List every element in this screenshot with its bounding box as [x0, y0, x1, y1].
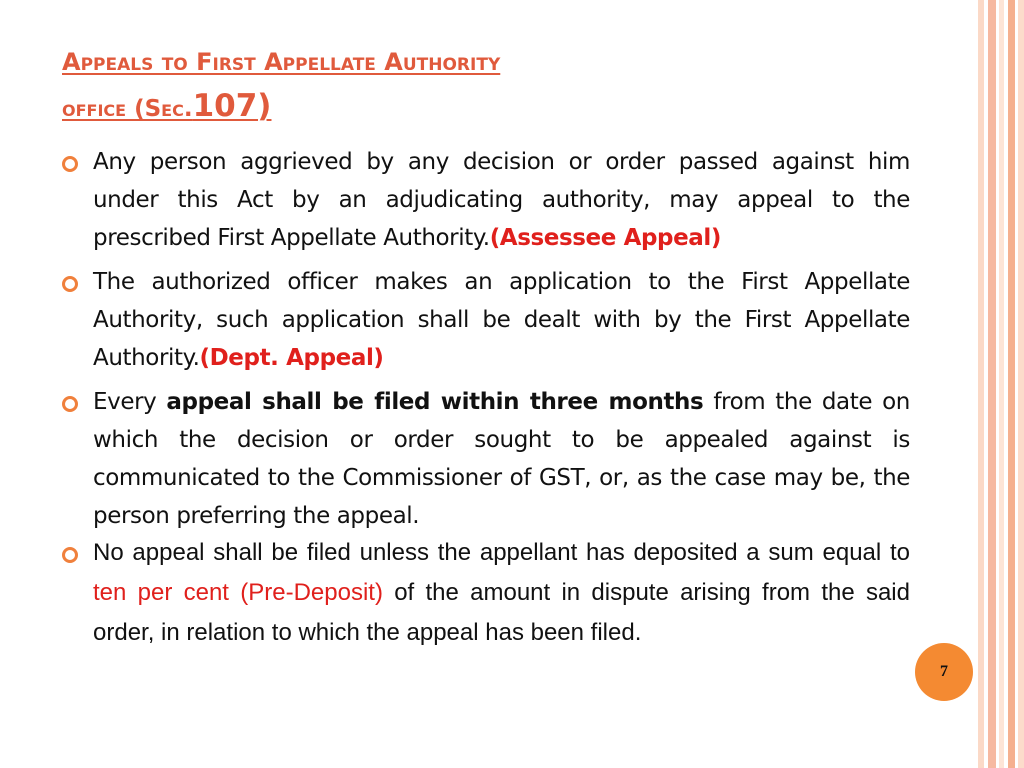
stripe — [1008, 0, 1015, 768]
bullet-text: Any person aggrieved by any decision or order passed against him under this Act by an adjudicating authority, may appeal to the prescribed First Appellate Authority. — [93, 149, 910, 251]
decorative-stripes — [978, 0, 1024, 768]
bullet-highlight: (Assessee Appeal) — [489, 225, 722, 251]
page-number: 7 — [940, 663, 948, 680]
bullet-text: of the amount in dispute arising from the said order, in relation to which the appeal has been filed. — [93, 579, 910, 646]
bullet-item — [62, 383, 910, 535]
title-line-2-text: office (Sec. — [62, 96, 193, 122]
bullet-circle-icon — [62, 156, 78, 172]
title-line-1: Appeals to First Appellate Authority — [62, 48, 501, 76]
title-line-2 — [62, 84, 922, 131]
stripe — [999, 0, 1004, 768]
bullet-bold-text: appeal shall be filed within three months — [166, 389, 704, 415]
stripe — [978, 0, 984, 768]
slide-title — [62, 40, 922, 131]
bullet-circle-icon — [62, 276, 78, 292]
bullet-highlight: ten per cent (Pre-Deposit) — [93, 579, 383, 606]
bullet-text: No appeal shall be filed unless the appellant has deposited a sum equal to — [93, 539, 910, 566]
bullet-highlight: (Dept. Appeal) — [199, 345, 384, 371]
bullet-text: The authorized officer makes an application to the First Appellate Authority, such application shall be dealt with by the First Appellate Authority. — [93, 269, 910, 371]
bullet-list — [62, 143, 910, 653]
bullet-circle-icon — [62, 547, 78, 563]
bullet-item — [62, 533, 910, 653]
bullet-text: Every — [93, 389, 167, 415]
bullet-item — [62, 263, 910, 377]
page-number-badge — [915, 643, 973, 701]
bullet-item — [62, 143, 910, 257]
bullet-text: from the date on which the decision or order sought to be appealed against is communicated to the Commissioner of GST, or, as the case may be, the person preferring the appeal. — [93, 389, 910, 529]
stripe — [1018, 0, 1024, 768]
title-section-number: 107) — [192, 88, 272, 124]
stripe — [988, 0, 996, 768]
bullet-circle-icon — [62, 396, 78, 412]
